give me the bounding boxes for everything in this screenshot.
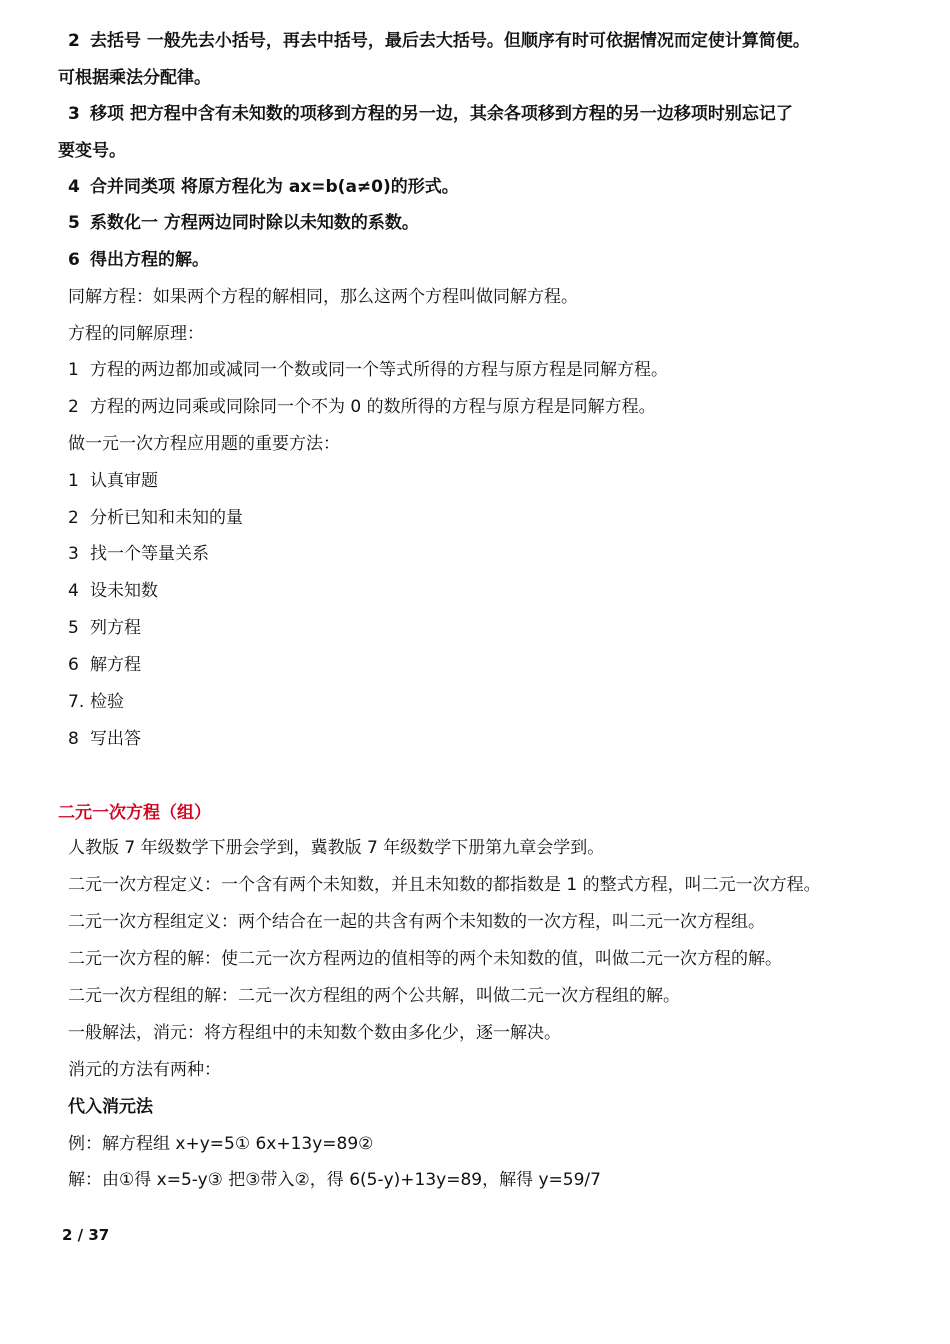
rule-3-cont: 要变号。: [58, 141, 126, 161]
section-line: 二元一次方程的解：使二元一次方程两边的值相等的两个未知数的值，叫做二元一次方程的解。: [68, 949, 782, 969]
example-line: 例：解方程组 x+y=5① 6x+13y=89②: [68, 1134, 374, 1154]
rule-2-cont: 可根据乘法分配律。: [58, 68, 211, 88]
solution-line: 解：由①得 x=5-y③ 把③带入②，得 6(5-y)+13y=89，解得 y=59/7: [68, 1170, 601, 1190]
method-item: 2 分析已知和未知的量: [68, 508, 243, 528]
subsection-title: 代入消元法: [68, 1097, 153, 1117]
section-line: 一般解法，消元：将方程组中的未知数个数由多化少，逐一解决。: [68, 1023, 561, 1043]
principle-2: 2 方程的两边同乘或同除同一个不为 0 的数所得的方程与原方程是同解方程。: [68, 397, 656, 417]
methods-title: 做一元一次方程应用题的重要方法：: [68, 434, 340, 454]
section-line: 二元一次方程组定义：两个结合在一起的共含有两个未知数的一次方程，叫二元一次方程组。: [68, 912, 765, 932]
principle-1: 1 方程的两边都加或减同一个数或同一个等式所得的方程与原方程是同解方程。: [68, 360, 668, 380]
section-line: 二元一次方程定义：一个含有两个未知数，并且未知数的都指数是 1 的整式方程，叫二元一次方程。: [68, 875, 821, 895]
section-title: 二元一次方程（组）: [58, 803, 211, 823]
rule-6: 6 得出方程的解。: [68, 250, 209, 270]
section-line: 消元的方法有两种：: [68, 1060, 221, 1080]
rule-3: 3 移项 把方程中含有未知数的项移到方程的另一边，其余各项移到方程的另一边移项时别忘记了: [68, 104, 793, 124]
same-solution-definition: 同解方程：如果两个方程的解相同，那么这两个方程叫做同解方程。: [68, 287, 578, 307]
method-item: 1 认真审题: [68, 471, 158, 491]
rule-5: 5 系数化一 方程两边同时除以未知数的系数。: [68, 213, 419, 233]
method-item: 5 列方程: [68, 618, 141, 638]
method-item: 3 找一个等量关系: [68, 544, 209, 564]
method-item: 4 设未知数: [68, 581, 158, 601]
principle-title: 方程的同解原理：: [68, 324, 204, 344]
method-item: 8 写出答: [68, 729, 141, 749]
page-number: 2 / 37: [62, 1226, 110, 1244]
rule-2: 2 去括号 一般先去小括号，再去中括号，最后去大括号。但顺序有时可依据情况而定使计算简便。: [68, 31, 810, 51]
method-item: 7. 检验: [68, 692, 124, 712]
method-item: 6 解方程: [68, 655, 141, 675]
section-line: 二元一次方程组的解：二元一次方程组的两个公共解，叫做二元一次方程组的解。: [68, 986, 680, 1006]
rule-4: 4 合并同类项 将原方程化为 ax=b(a≠0)的形式。: [68, 177, 459, 197]
section-line: 人教版 7 年级数学下册会学到，冀教版 7 年级数学下册第九章会学到。: [68, 838, 605, 858]
